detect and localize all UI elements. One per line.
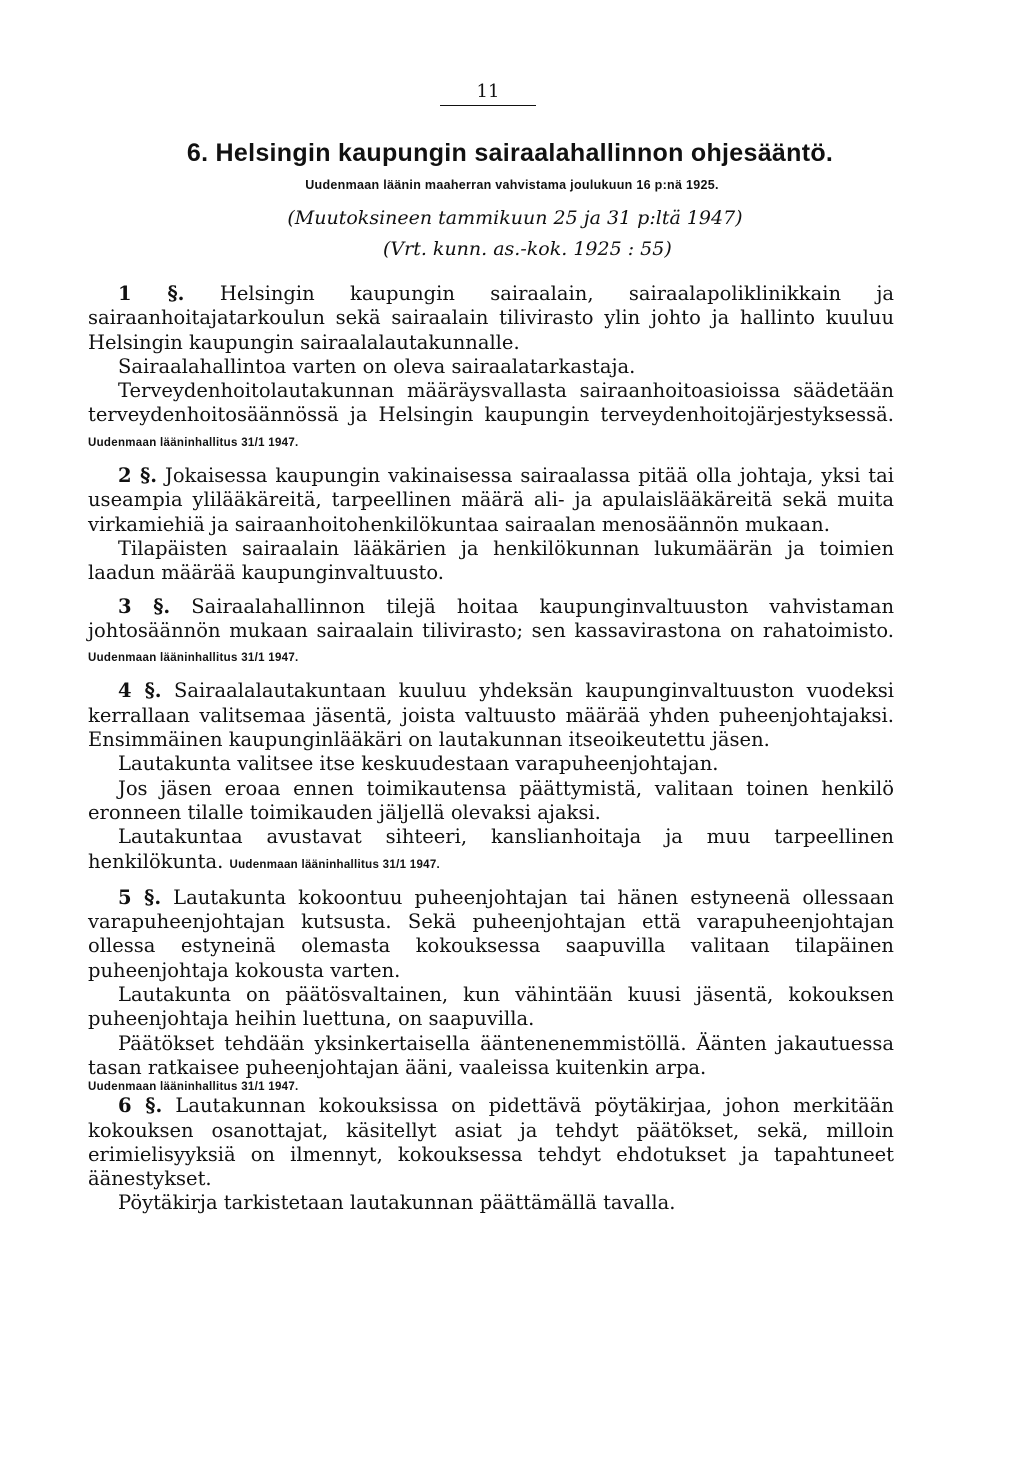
section-6-number: 6 §. xyxy=(118,1094,163,1118)
section-5-paragraph-3 xyxy=(88,1032,894,1081)
section-6-paragraph-2 xyxy=(88,1191,894,1215)
section-1-paragraph-1 xyxy=(88,282,894,355)
section-4-paragraph-2 xyxy=(88,752,894,776)
section-1-text-2: Sairaalahallintoa varten on oleva sairaalatarkastaja. xyxy=(118,354,636,378)
section-6-paragraph-1 xyxy=(88,1094,894,1191)
section-1-note: Uudenmaan lääninhallitus 31/1 1947. xyxy=(88,436,299,449)
section-2-number: 2 §. xyxy=(118,464,158,488)
section-6-text-2: Pöytäkirja tarkistetaan lautakunnan päättämällä tavalla. xyxy=(118,1191,676,1215)
section-5-text-2: Lautakunta on päätösvaltainen, kun vähintään kuusi jäsentä, kokouksen puheenjohtaja heihin luettuna, on saapuvilla. xyxy=(88,983,894,1031)
section-1-text-3: Terveydenhoitolautakunnan määräysvallasta sairaanhoitoasioissa säädetään terveydenhoitosäännössä ja Helsingin kaupungin terveydenhoitojärjestyksessä. xyxy=(88,379,894,427)
page-number: 11 xyxy=(440,82,536,106)
document-title: 6. Helsingin kaupungin sairaalahallinnon ohjesääntö. xyxy=(186,139,834,167)
section-1-number: 1 §. xyxy=(118,282,185,305)
section-2-paragraph-1 xyxy=(88,464,894,537)
section-5-note: Uudenmaan lääninhallitus 31/1 1947. xyxy=(88,1081,299,1094)
section-5-paragraph-2 xyxy=(88,983,894,1032)
section-2-text-2: Tilapäisten sairaalain lääkärien ja henkilökunnan lukumäärän ja toimien laadun määrää kaupunginvaltuusto. xyxy=(88,536,894,585)
section-6-text-1: Lautakunnan kokouksissa on pidettävä pöytäkirjaa, johon merkitään kokouksen osanottajat, käsitellyt asiat ja tehdyt päätökset, sekä, milloin erimielisyyksiä on ilmennyt, kokouksessa tehdyt ehdotukset ja tapahtuneet äänestykset. xyxy=(88,1094,894,1191)
section-4-paragraph-4 xyxy=(88,825,894,877)
section-1-text-1: Helsingin kaupungin sairaalain, sairaalapoliklinikkain ja sairaanhoitajatarkoulun sekä sairaalain tilivirasto ylin johto ja hallinto kuuluu Helsingin kaupungin sairaalalautakunnalle. xyxy=(88,282,895,354)
section-3-paragraph-1 xyxy=(88,595,894,671)
reference-line: (Vrt. kunn. as.-kok. 1925 : 55) xyxy=(383,238,672,260)
section-5-text-3: Päätökset tehdään yksinkertaisella ääntenenemmistöllä. Äänten jakautuessa tasan ratkaisee puheenjohtajan ääni, vaaleissa kuitenkin arpa. xyxy=(88,1031,894,1079)
amendment-line: (Muutoksineen tammikuun 25 ja 31 p:ltä 1947) xyxy=(287,207,743,229)
section-2-text-1: Jokaisessa kaupungin vakinaisessa sairaalassa pitää olla johtaja, yksi tai useampia ylilääkäreitä, tarpeellinen määrä ali- ja apulaislääkäreitä sekä muita virkamiehiä ja sairaanhoitohenkilökuntaa sairaalan menosäännön mukaan. xyxy=(88,464,894,536)
section-5-text-1: Lautakunta kokoontuu puheenjohtajan tai hänen estyneenä ollessaan varapuheenjohtajan kutsusta. Sekä puheenjohtajan että varapuheenjohtajan ollessa estyneinä olemasta kokouksessa saapuvilla valitaan tilapäinen puheenjohtaja kokousta varten. xyxy=(88,885,895,982)
section-2-paragraph-2 xyxy=(88,537,894,586)
section-4-text-4: Lautakuntaa avustavat sihteeri, kanslianhoitaja ja muu tarpeellinen henkilökunta. xyxy=(88,825,894,873)
section-3-number: 3 §. xyxy=(118,594,171,618)
section-4-paragraph-1 xyxy=(88,679,894,752)
section-4-number: 4 §. xyxy=(118,679,162,703)
section-1-paragraph-3 xyxy=(88,379,894,455)
section-4-paragraph-3 xyxy=(88,777,894,826)
section-4-note: Uudenmaan lääninhallitus 31/1 1947. xyxy=(229,858,441,871)
section-3-note: Uudenmaan lääninhallitus 31/1 1947. xyxy=(88,652,299,665)
document-body xyxy=(88,282,894,1216)
section-4-text-3: Jos jäsen eroaa ennen toimikautensa päättymistä, valitaan toinen henkilö eronneen tilalle toimikauden jäljellä olevaksi ajaksi. xyxy=(88,776,894,824)
section-5-paragraph-1 xyxy=(88,886,894,983)
section-3-text-1: Sairaalahallinnon tilejä hoitaa kaupunginvaltuuston vahvistaman johtosäännön mukaan sairaalain tilivirasto; sen kassavirastona on rahatoimisto. xyxy=(88,594,895,642)
section-5-number: 5 §. xyxy=(118,885,162,909)
section-4-text-2: Lautakunta valitsee itse keskuudestaan varapuheenjohtajan. xyxy=(118,752,719,776)
section-1-paragraph-2 xyxy=(88,355,894,379)
confirmation-line: Uudenmaan läänin maaherran vahvistama joulukuun 16 p:nä 1925. xyxy=(305,178,719,192)
section-4-text-1: Sairaalalautakuntaan kuuluu yhdeksän kaupunginvaltuuston vuodeksi kerrallaan valitsemaa jäsentä, joista valtuusto määrää yhden puheenjohtajaksi. Ensimmäinen kaupunginlääkäri on lautakunnan itseoikeutettu jäsen. xyxy=(88,679,895,752)
